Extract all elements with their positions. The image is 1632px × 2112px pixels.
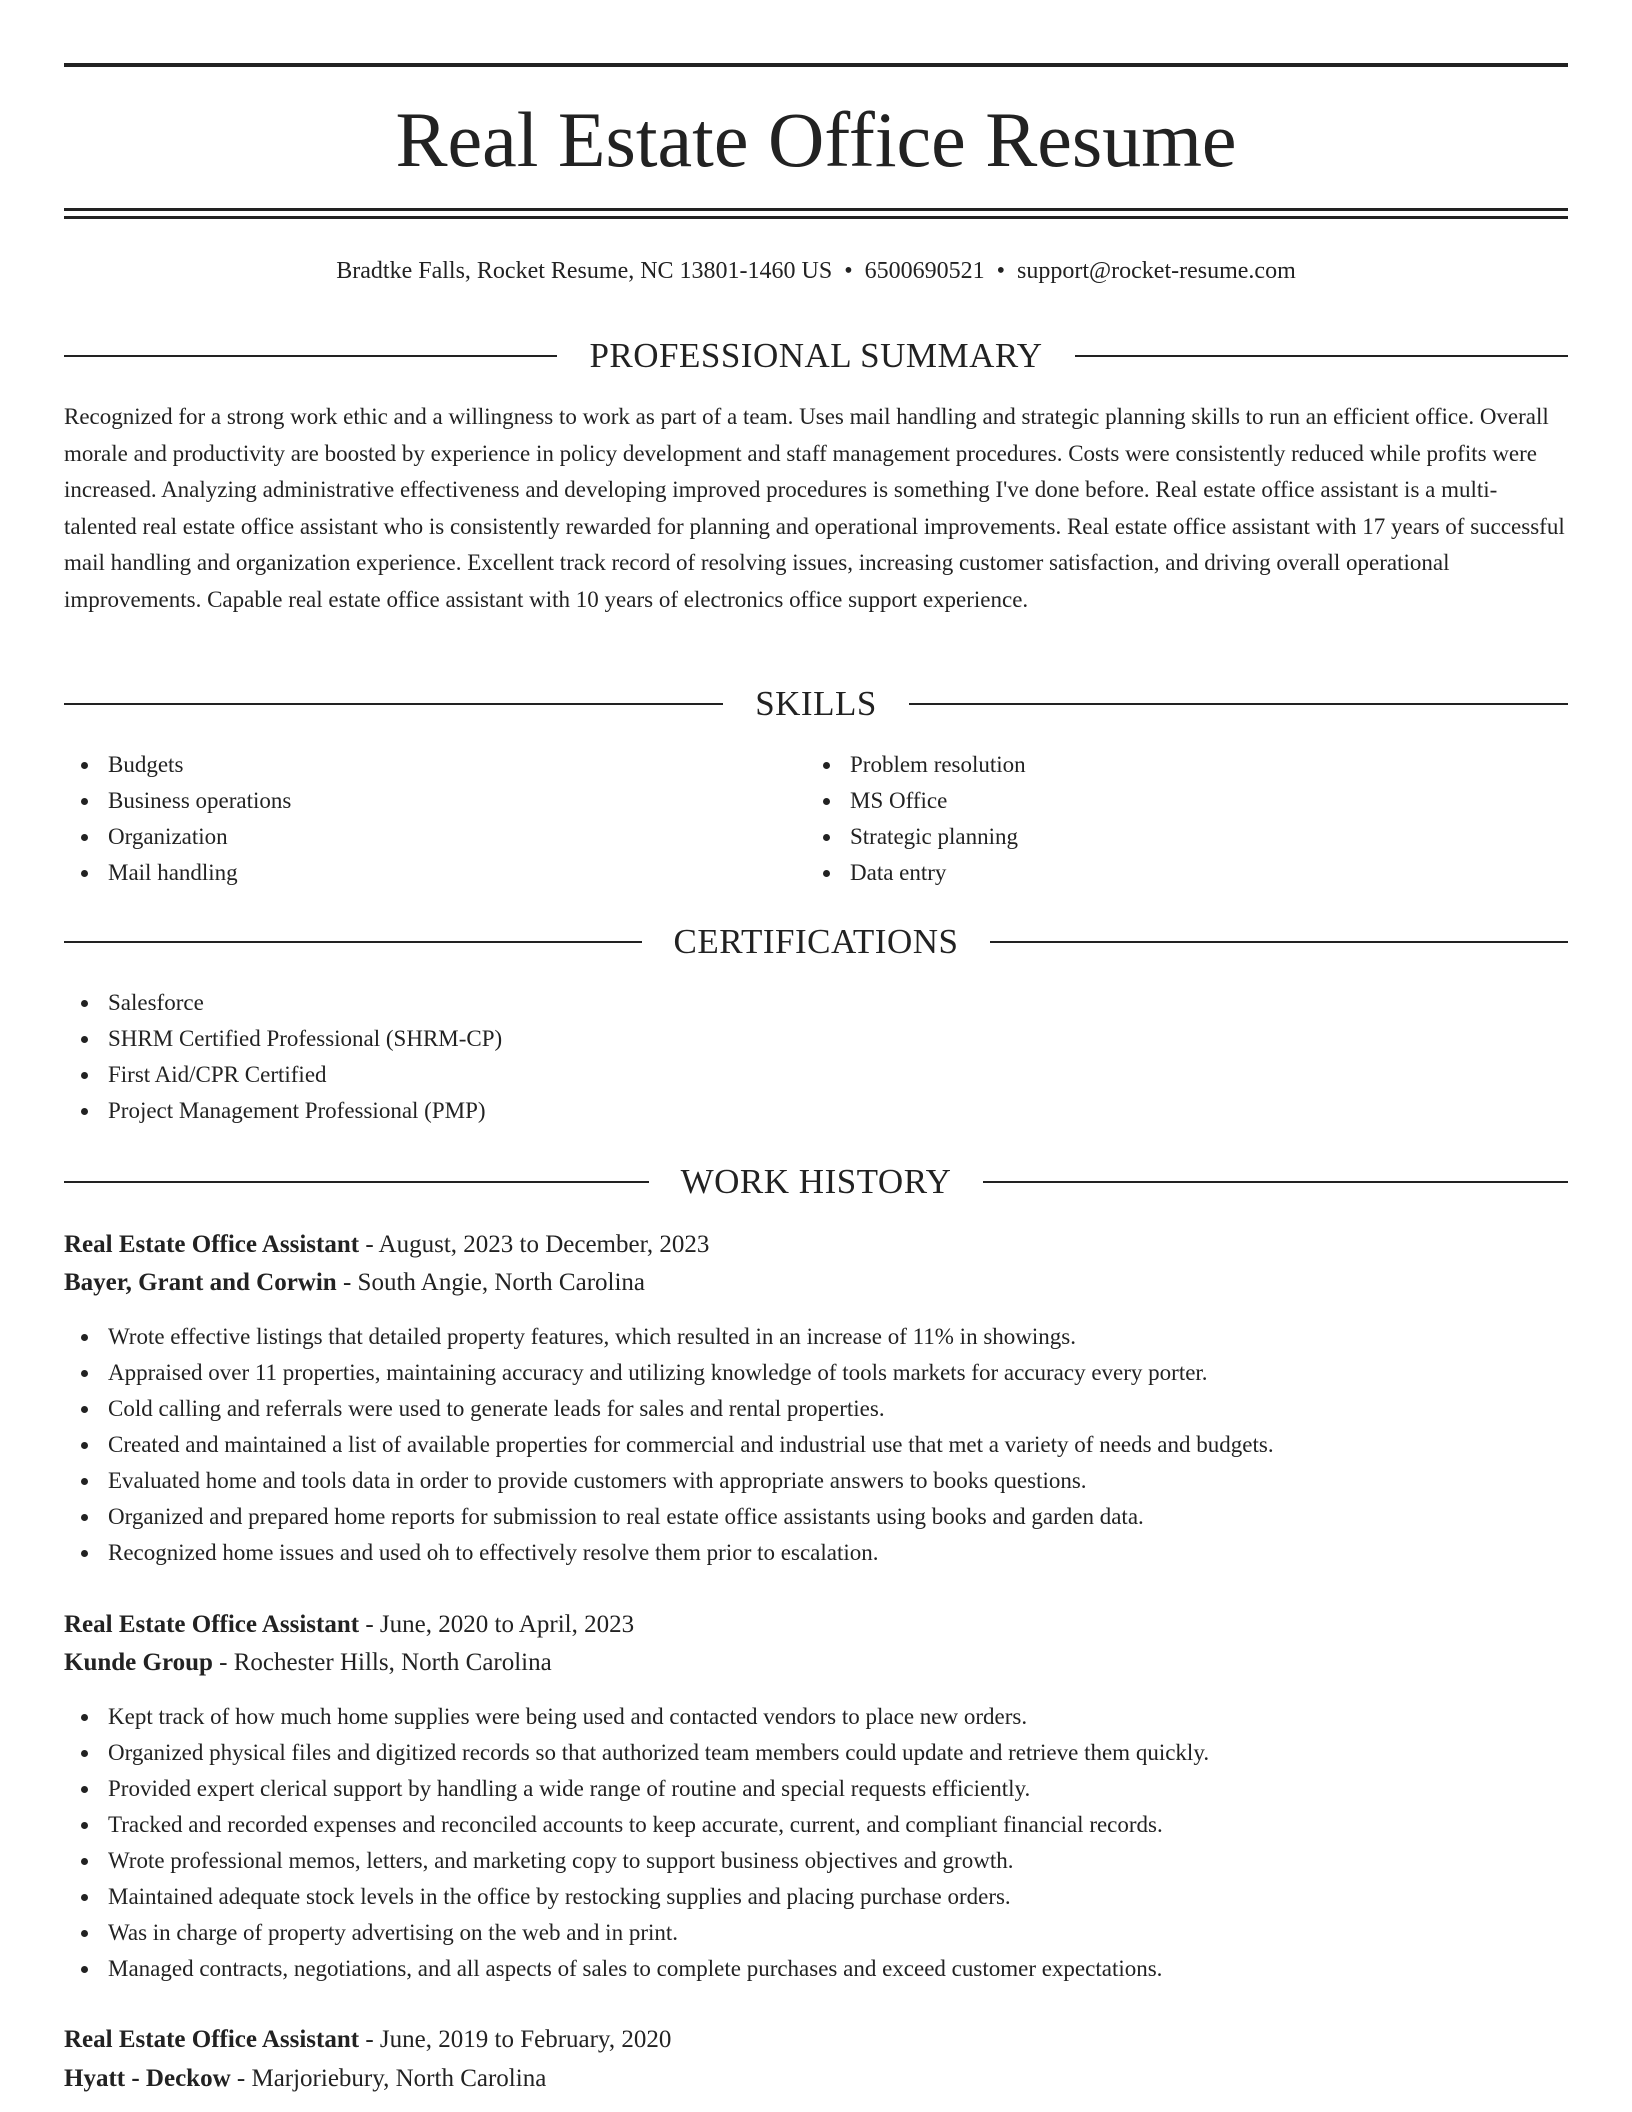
certifications-list: [64, 985, 502, 1129]
certification-item: Project Management Professional (PMP): [64, 1093, 502, 1129]
heading-rule: [1075, 355, 1568, 357]
skill-item: Mail handling: [64, 855, 291, 891]
skills-list-left: [64, 747, 291, 891]
certifications-heading: [64, 920, 1568, 964]
certifications-heading-label: CERTIFICATIONS: [673, 922, 959, 961]
job-duty-item: Recognized home issues and used oh to effectively resolve them prior to escalation.: [64, 1535, 1274, 1571]
job-company-line: [64, 1265, 645, 1301]
certification-item: First Aid/CPR Certified: [64, 1057, 502, 1093]
skills-heading: [64, 682, 1568, 726]
job-duty-item: Provided expert clerical support by handling a wide range of routine and special requests efficiently.: [64, 1771, 1209, 1807]
work-history-heading: [64, 1160, 1568, 1204]
job-duty-item: Was in charge of property advertising on the web and in print.: [64, 1915, 1209, 1951]
job-company-line: [64, 2061, 546, 2097]
job-company: Bayer, Grant and Corwin: [64, 1269, 337, 1296]
contact-address: Bradtke Falls, Rocket Resume, NC 13801-1460 US: [336, 258, 833, 284]
job-dates: - June, 2019 to February, 2020: [359, 2026, 672, 2053]
job-title: Real Estate Office Assistant: [64, 2026, 360, 2053]
work-history-heading-label: WORK HISTORY: [680, 1162, 952, 1201]
contact-separator: •: [844, 258, 853, 284]
heading-rule: [983, 1181, 1568, 1183]
job-duty-item: Organized and prepared home reports for submission to real estate office assistants using books and garden data.: [64, 1499, 1274, 1535]
job-duty-item: Wrote effective listings that detailed property features, which resulted in an increase of 11% in showings.: [64, 1319, 1274, 1355]
certification-item: SHRM Certified Professional (SHRM-CP): [64, 1021, 502, 1057]
job-duty-item: Tracked and recorded expenses and reconciled accounts to keep accurate, current, and compliant financial records.: [64, 1807, 1209, 1843]
job-title: Real Estate Office Assistant: [64, 1231, 360, 1258]
job-location: - Rochester Hills, North Carolina: [212, 1649, 552, 1676]
job-location: - Marjoriebury, North Carolina: [230, 2065, 547, 2092]
skill-item: Business operations: [64, 783, 291, 819]
job-duty-item: Evaluated home and tools data in order to provide customers with appropriate answers to books questions.: [64, 1463, 1274, 1499]
skills-list-right: [806, 747, 1026, 891]
summary-heading: [64, 334, 1568, 378]
job-company: Hyatt - Deckow: [64, 2065, 231, 2092]
skill-item: Organization: [64, 819, 291, 855]
top-rule: [64, 63, 1568, 67]
skill-item: Budgets: [64, 747, 291, 783]
skill-item: MS Office: [806, 783, 1026, 819]
job-duty-item: Managed contracts, negotiations, and all aspects of sales to complete purchases and exceed customer expectations.: [64, 1951, 1209, 1987]
heading-rule: [64, 355, 557, 357]
job-duty-item: Organized physical files and digitized records so that authorized team members could update and retrieve them quickly.: [64, 1735, 1209, 1771]
job-dates: - August, 2023 to December, 2023: [359, 1231, 710, 1258]
job-duty-item: Appraised over 11 properties, maintaining accuracy and utilizing knowledge of tools markets for accuracy every porter.: [64, 1355, 1274, 1391]
job-dates: - June, 2020 to April, 2023: [359, 1611, 635, 1638]
job-location: - South Angie, North Carolina: [336, 1269, 646, 1296]
job-duty-item: Kept track of how much home supplies were being used and contacted vendors to place new orders.: [64, 1699, 1209, 1735]
skill-item: Data entry: [806, 855, 1026, 891]
heading-rule: [64, 941, 642, 943]
contact-phone: 6500690521: [864, 258, 985, 284]
skill-item: Problem resolution: [806, 747, 1026, 783]
job-title: Real Estate Office Assistant: [64, 1611, 360, 1638]
title-rule-lower: [64, 216, 1568, 219]
job-title-line: [64, 1607, 634, 1643]
job-title-line: [64, 2022, 671, 2058]
title-rule-upper: [64, 208, 1568, 211]
resume-title: Real Estate Office Resume: [395, 96, 1237, 183]
job-duties-list: [64, 1319, 1274, 1571]
summary-heading-label: PROFESSIONAL SUMMARY: [589, 336, 1043, 375]
job-duties-list: [64, 1699, 1209, 1987]
skill-item: Strategic planning: [806, 819, 1026, 855]
heading-rule: [64, 703, 723, 705]
heading-rule: [990, 941, 1568, 943]
job-company-line: [64, 1645, 552, 1681]
job-duty-item: Created and maintained a list of available properties for commercial and industrial use that met a variety of needs and budgets.: [64, 1427, 1274, 1463]
contact-line: [64, 255, 1568, 287]
skills-heading-label: SKILLS: [755, 684, 877, 723]
job-duty-item: Maintained adequate stock levels in the office by restocking supplies and placing purchase orders.: [64, 1879, 1209, 1915]
job-title-line: [64, 1227, 709, 1263]
heading-rule: [909, 703, 1568, 705]
summary-text: Recognized for a strong work ethic and a willingness to work as part of a team. Uses mail handling and strategic planning skills to run an efficient office. Overall morale and productivity are boosted by experience in policy development and staff management procedures. Costs were consistently reduced while profits were increased. Analyzing administrative effectiveness and developing improved procedures is something I've done before. Real estate office assistant is a multi-talented real estate office assistant who is consistently rewarded for planning and operational improvements. Real estate office assistant with 17 years of successful mail handling and organization experience. Excellent track record of resolving issues, increasing customer satisfaction, and driving overall operational improvements. Capable real estate office assistant with 10 years of electronics office support experience.: [64, 404, 1565, 612]
contact-separator: •: [996, 258, 1006, 284]
certification-item: Salesforce: [64, 985, 502, 1021]
heading-rule: [64, 1181, 649, 1183]
job-company: Kunde Group: [64, 1649, 213, 1676]
job-duty-item: Cold calling and referrals were used to generate leads for sales and rental properties.: [64, 1391, 1274, 1427]
job-duty-item: Wrote professional memos, letters, and marketing copy to support business objectives and growth.: [64, 1843, 1209, 1879]
contact-email: support@rocket-resume.com: [1017, 258, 1296, 284]
